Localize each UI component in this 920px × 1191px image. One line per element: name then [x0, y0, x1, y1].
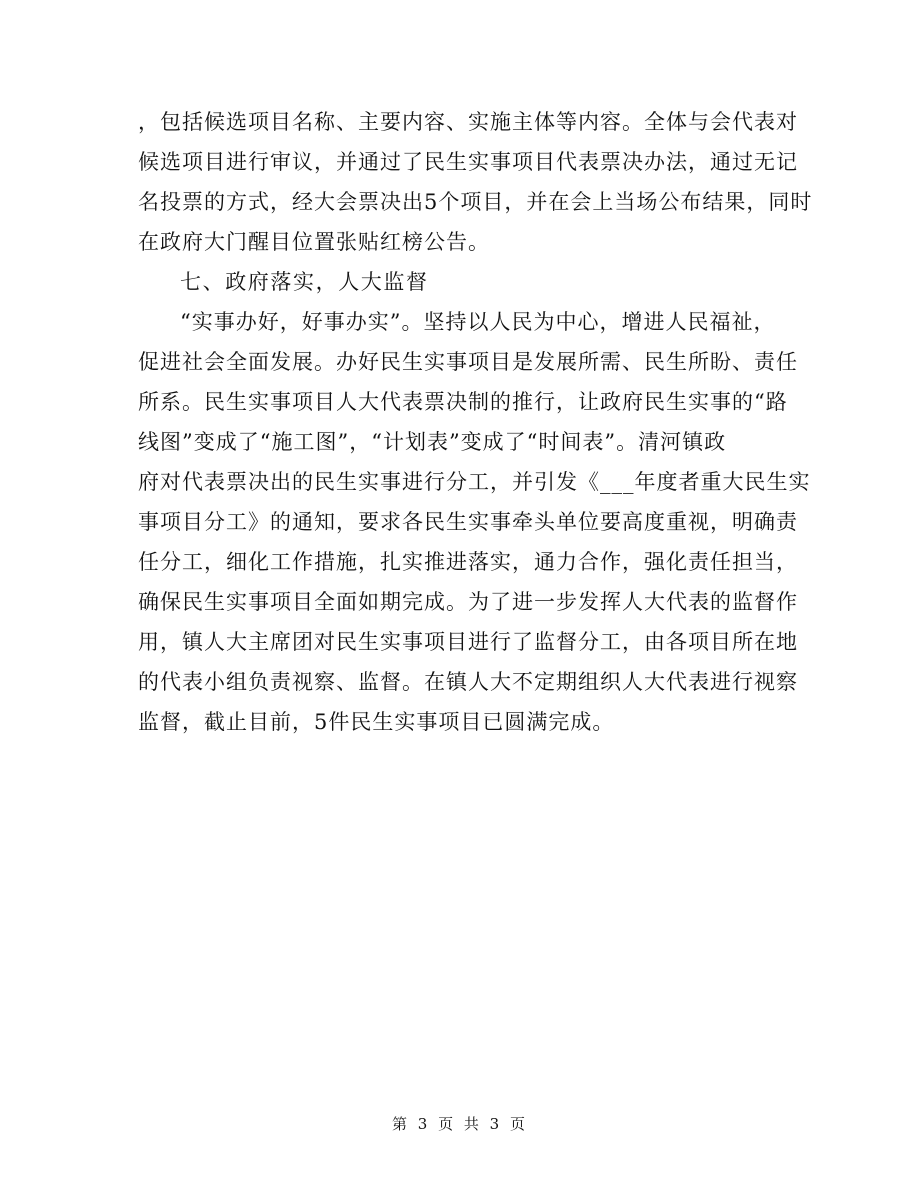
- paragraph-line: 候选项目进行审议，并通过了民生实事项目代表票决办法，通过无记: [138, 150, 798, 174]
- paragraph-line: ，包括候选项目名称、主要内容、实施主体等内容。全体与会代表对: [138, 110, 798, 134]
- paragraph-line: 府对代表票决出的民生实事进行分工，并引发《___年度者重大民生实: [138, 470, 811, 494]
- document-body: [138, 102, 813, 742]
- paragraph-line: 确保民生实事项目全面如期完成。为了进一步发挥人大代表的监督作: [138, 590, 798, 614]
- paragraph-line: 名投票的方式，经大会票决出5个项目，并在会上当场公布结果，同时: [138, 190, 813, 214]
- paragraph-line: “实事办好，好事办实”。坚持以人民为中心，增进人民福祉，: [180, 310, 776, 334]
- paragraph-line: 所系。民生实事项目人大代表票决制的推行，让政府民生实事的“路: [138, 390, 788, 414]
- paragraph-line: 事项目分工》的通知，要求各民生实事牵头单位要高度重视，明确责: [138, 510, 798, 534]
- paragraph-line: 促进社会全面发展。办好民生实事项目是发展所需、民生所盼、责任: [138, 350, 798, 374]
- paragraph-line: 在政府大门醒目位置张贴红榜公告。: [138, 230, 490, 254]
- page-footer: 第 3 页 共 3 页: [392, 1115, 528, 1133]
- paragraph-line: 线图”变成了“施工图”，“计划表”变成了“时间表”。清河镇政: [138, 430, 727, 454]
- paragraph-line: 的代表小组负责视察、监督。在镇人大不定期组织人大代表进行视察: [138, 670, 798, 694]
- paragraph-line: 监督，截止目前，5件民生实事项目已圆满完成。: [138, 710, 615, 734]
- paragraph-line: 用，镇人大主席团对民生实事项目进行了监督分工，由各项目所在地: [138, 630, 798, 654]
- section-heading: 七、政府落实，人大监督: [180, 270, 429, 294]
- paragraph-line: 任分工，细化工作措施，扎实推进落实，通力合作，强化责任担当，: [138, 550, 798, 574]
